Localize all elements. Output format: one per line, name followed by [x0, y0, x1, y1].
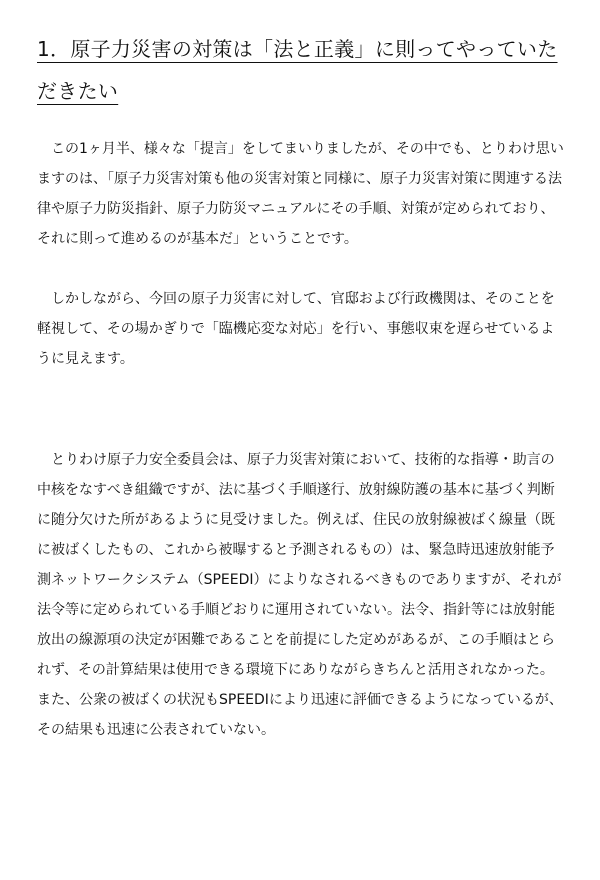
paragraph-1: この1ヶ月半、様々な「提言」をしてまいりましたが、その中でも、とりわけ思いますのは、「原子力災害対策も他の災害対策と同様に、原子力災害対策に関連する法律や原子力防災指針、原子力防災マニュアルにその手順、対策が定められており、それに則って進めるのが基本だ」ということです。	[37, 141, 564, 247]
paragraph-2: しかしながら、今回の原子力災害に対して、官邸および行政機関は、そのことを軽視して、その場かぎりで「臨機応変な対応」を行い、事態収束を遅らせているように見えます。	[37, 291, 555, 367]
paragraph-3: とりわけ原子力安全委員会は、原子力災害対策において、技術的な指導・助言の中核をなすべき組織ですが、法に基づく手順遂行、放射線防護の基本に基づく判断に随分欠けた所があるように見受けました。例えば、住民の放射線被ばく線量（既に被ばくしたもの、これから被曝すると予測されるもの）は、緊急時迅速放射能予測ネットワークシステム（SPEEDI）によりなされるべきものでありますが、それが法令等に定められている手順どおりに運用されていない。法令、指針等には放射能放出の線源項の決定が困難であることを前提にした定めがあるが、この手順はとられず、その計算結果は使用できる環境下にありながらきちんと活用されなかった。また、公衆の被ばくの状況もSPEEDIにより迅速に評価できるようになっているが、その結果も迅速に公表されていない。	[37, 452, 563, 738]
section-heading: 1．原子力災害の対策は「法と正義」に則ってやっていただきたい	[37, 37, 558, 103]
